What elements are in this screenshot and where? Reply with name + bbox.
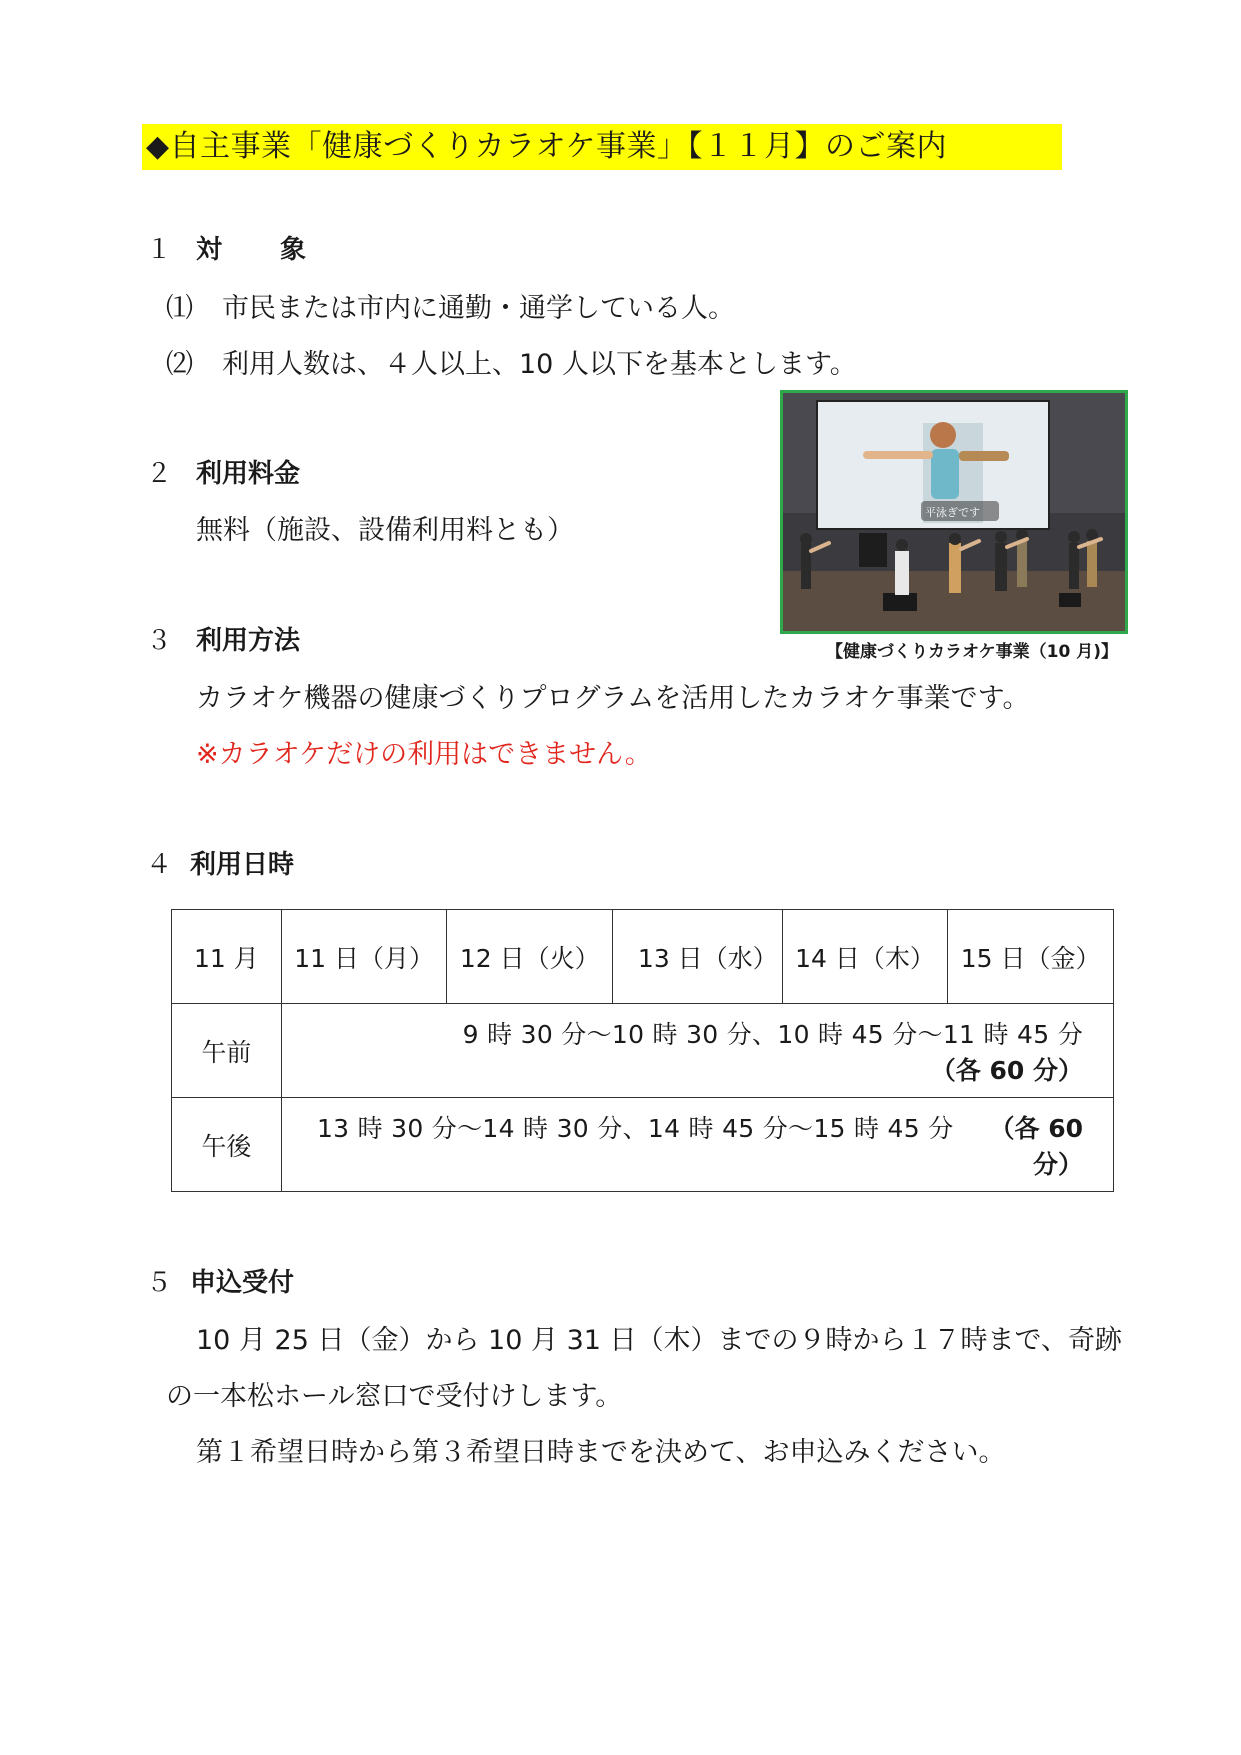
page-title: ◆自主事業「健康づくりカラオケ事業」【１１月】のご案内 <box>142 124 1062 170</box>
section-1-heading: 対 象 <box>196 235 309 265</box>
day-cell: 11 日（月） <box>281 910 447 1004</box>
section-4-number: ４ <box>146 850 173 880</box>
day-cell: 12 日（火） <box>447 910 613 1004</box>
section-3-number: ３ <box>146 626 173 656</box>
day-cell: 15 日（金） <box>948 910 1114 1004</box>
section-3-body: カラオケ機器の健康づくりプログラムを活用したカラオケ事業です。 <box>196 683 1030 714</box>
section-1-item-2-marker: ⑵ <box>166 349 193 380</box>
time-range: 13 時 30 分～14 時 30 分、14 時 45 分～15 時 45 分 <box>316 1113 954 1143</box>
section-5-line-1: 10 月 25 日（金）から 10 月 31 日（木）までの９時から１７時まで、奇跡 <box>196 1325 1122 1356</box>
duration: （各 60 分） <box>930 1055 1083 1085</box>
section-5-number: ５ <box>146 1268 173 1298</box>
schedule-row-morning <box>172 1004 1114 1098</box>
period-label: 午前 <box>172 1004 282 1098</box>
section-5-line-3: 第１希望日時から第３希望日時までを決めて、お申込みください。 <box>196 1437 1006 1468</box>
section-5-heading: 申込受付 <box>190 1268 295 1298</box>
section-2-body: 無料（施設、設備利用料とも） <box>196 515 574 546</box>
time-range: 9 時 30 分～10 時 30 分、10 時 45 分～11 時 45 分 <box>462 1019 1083 1049</box>
section-1-number: １ <box>146 235 173 265</box>
screen-subtitle: 平泳ぎです <box>925 506 980 519</box>
section-1-item-1-marker: ⑴ <box>166 293 193 324</box>
section-5-line-2: の一本松ホール窓口で受付けします。 <box>166 1381 623 1412</box>
section-1-item-2-text: 利用人数は、４人以上、10 人以下を基本とします。 <box>222 349 857 380</box>
schedule-header-row <box>172 910 1114 1004</box>
period-label: 午後 <box>172 1098 282 1192</box>
karaoke-event-photo <box>780 390 1128 634</box>
section-3-note: ※カラオケだけの利用はできません。 <box>196 739 652 770</box>
section-4-heading: 利用日時 <box>190 850 295 880</box>
section-1-item-1-text: 市民または市内に通勤・通学している人。 <box>222 293 735 324</box>
section-2-number: ２ <box>146 459 173 489</box>
time-slots <box>281 1004 1113 1098</box>
photo-caption: 【健康づくりカラオケ事業（10 月)】 <box>826 642 1119 662</box>
duration: （各 60 分） <box>989 1113 1083 1179</box>
section-3-heading: 利用方法 <box>196 626 301 656</box>
karaoke-stage-illustration <box>783 393 1125 631</box>
day-cell: 14 日（木） <box>782 910 948 1004</box>
schedule-table <box>171 909 1114 1192</box>
day-cell: 13 日（水） <box>613 910 783 1004</box>
month-cell: 11 月 <box>172 910 282 1004</box>
time-slots <box>281 1098 1113 1192</box>
schedule-row-afternoon <box>172 1098 1114 1192</box>
section-2-heading: 利用料金 <box>196 459 301 489</box>
